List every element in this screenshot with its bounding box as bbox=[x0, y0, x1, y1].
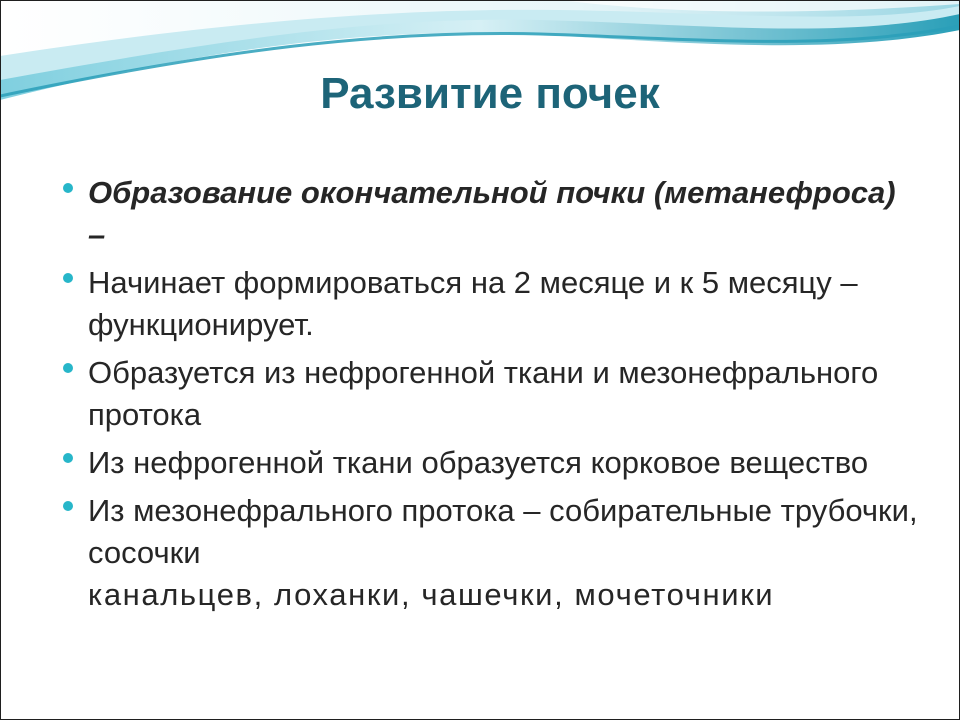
slide-title: Развитие почек bbox=[320, 69, 660, 118]
bullet-text: Из мезонефрального протока – собирательные трубочки, сосочки bbox=[88, 493, 918, 570]
bullet-item bbox=[60, 490, 920, 616]
bullet-text: Из нефрогенной ткани образуется корковое вещество bbox=[88, 445, 869, 480]
bullet-list bbox=[60, 172, 920, 622]
bullet-item bbox=[60, 262, 920, 346]
bullet-text-continuation: канальцев, лоханки, чашечки, мочеточники bbox=[88, 577, 775, 612]
bullet-dot-icon bbox=[63, 273, 73, 283]
bullet-dot-icon bbox=[63, 453, 73, 463]
bullet-dot-icon bbox=[63, 501, 73, 511]
bullet-dot-icon bbox=[63, 183, 73, 193]
bullet-item bbox=[60, 172, 920, 256]
bullet-text: Начинает формироваться на 2 месяце и к 5 месяцу – функционирует. bbox=[88, 265, 858, 342]
bullet-dot-icon bbox=[63, 363, 73, 373]
bullet-item bbox=[60, 442, 920, 484]
bullet-item bbox=[60, 352, 920, 436]
bullet-text: Образуется из нефрогенной ткани и мезонефрального протока bbox=[88, 355, 879, 432]
bullet-text: Образование окончательной почки (метанефроса) – bbox=[88, 175, 896, 252]
